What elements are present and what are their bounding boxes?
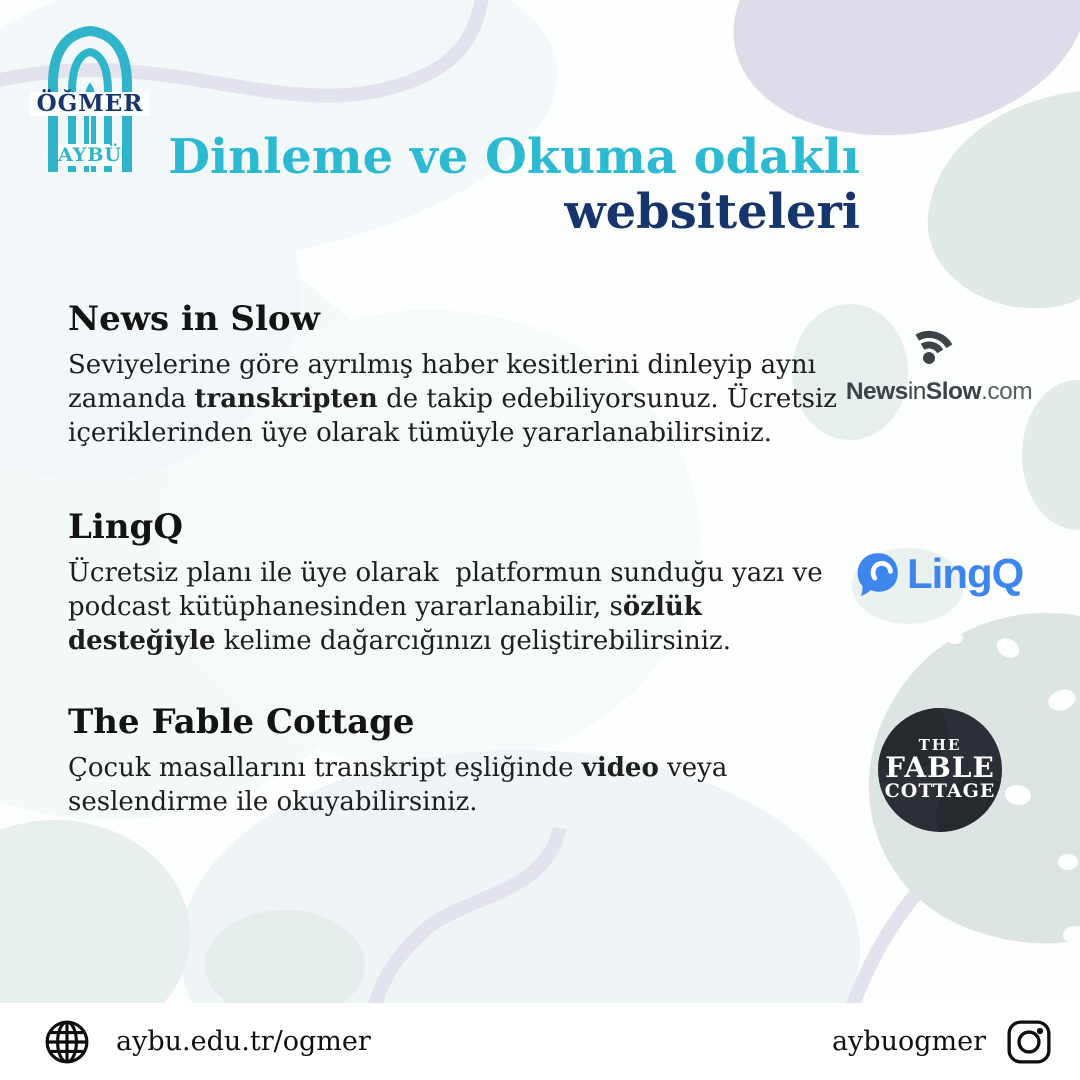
fable-line-1: THE [918,735,962,754]
lingq-logo[interactable] [854,549,1023,599]
newsinslow-wordmark: NewsinSlow.com [845,378,1033,405]
section-body: Seviyelerine göre ayrılmış haber kesitlerini dinleyip aynı zamanda transkripten de takip edebiliyorsunuz. Ücretsiz içeriklerinden üye olarak tümüyle yararlanabilirsiniz. [68,350,838,448]
lingq-wordmark: LingQ [907,550,1024,597]
title-line-2: websiteleri [564,184,860,240]
newsinslow-logo[interactable] [843,320,1035,406]
instagram-link[interactable] [832,1019,1052,1065]
instagram-handle[interactable]: aybuogmer [831,1026,986,1057]
website-url[interactable]: aybu.edu.tr/ogmer [116,1026,371,1057]
section-fable-cottage [68,703,868,819]
fable-line-3: COTTAGE [884,780,996,803]
brand-name: ÖĞMER [30,92,150,116]
fable-line-2: FABLE [885,751,995,785]
ogmer-logo [36,20,144,175]
page-title [168,130,860,240]
fable-cottage-logo[interactable] [878,708,1002,832]
section-lingq [68,508,868,658]
website-link[interactable] [44,1019,371,1065]
footer-bar [0,1003,1080,1080]
globe-icon [44,1019,90,1065]
section-body: Çocuk masallarını transkript eşliğinde video veya seslendirme ile okuyabilirsiniz. [68,753,728,817]
audio-waves-icon [913,320,965,372]
brand-university: AYBÜ [58,144,122,166]
instagram-icon[interactable] [1006,1019,1052,1065]
section-heading: LingQ [68,507,183,547]
section-heading: The Fable Cottage [68,702,415,742]
section-heading: News in Slow [68,299,320,339]
section-news-in-slow [68,300,868,450]
section-body: Ücretsiz planı ile üye olarak platformun sunduğu yazı ve podcast kütüphanesinden yararlanabilir, sözlük desteğiyle kelime dağarcığınızı geliştirebilirsiniz. [68,558,823,656]
title-line-1: Dinleme ve Okuma odaklı [168,129,860,185]
speech-bubble-icon [854,549,902,599]
